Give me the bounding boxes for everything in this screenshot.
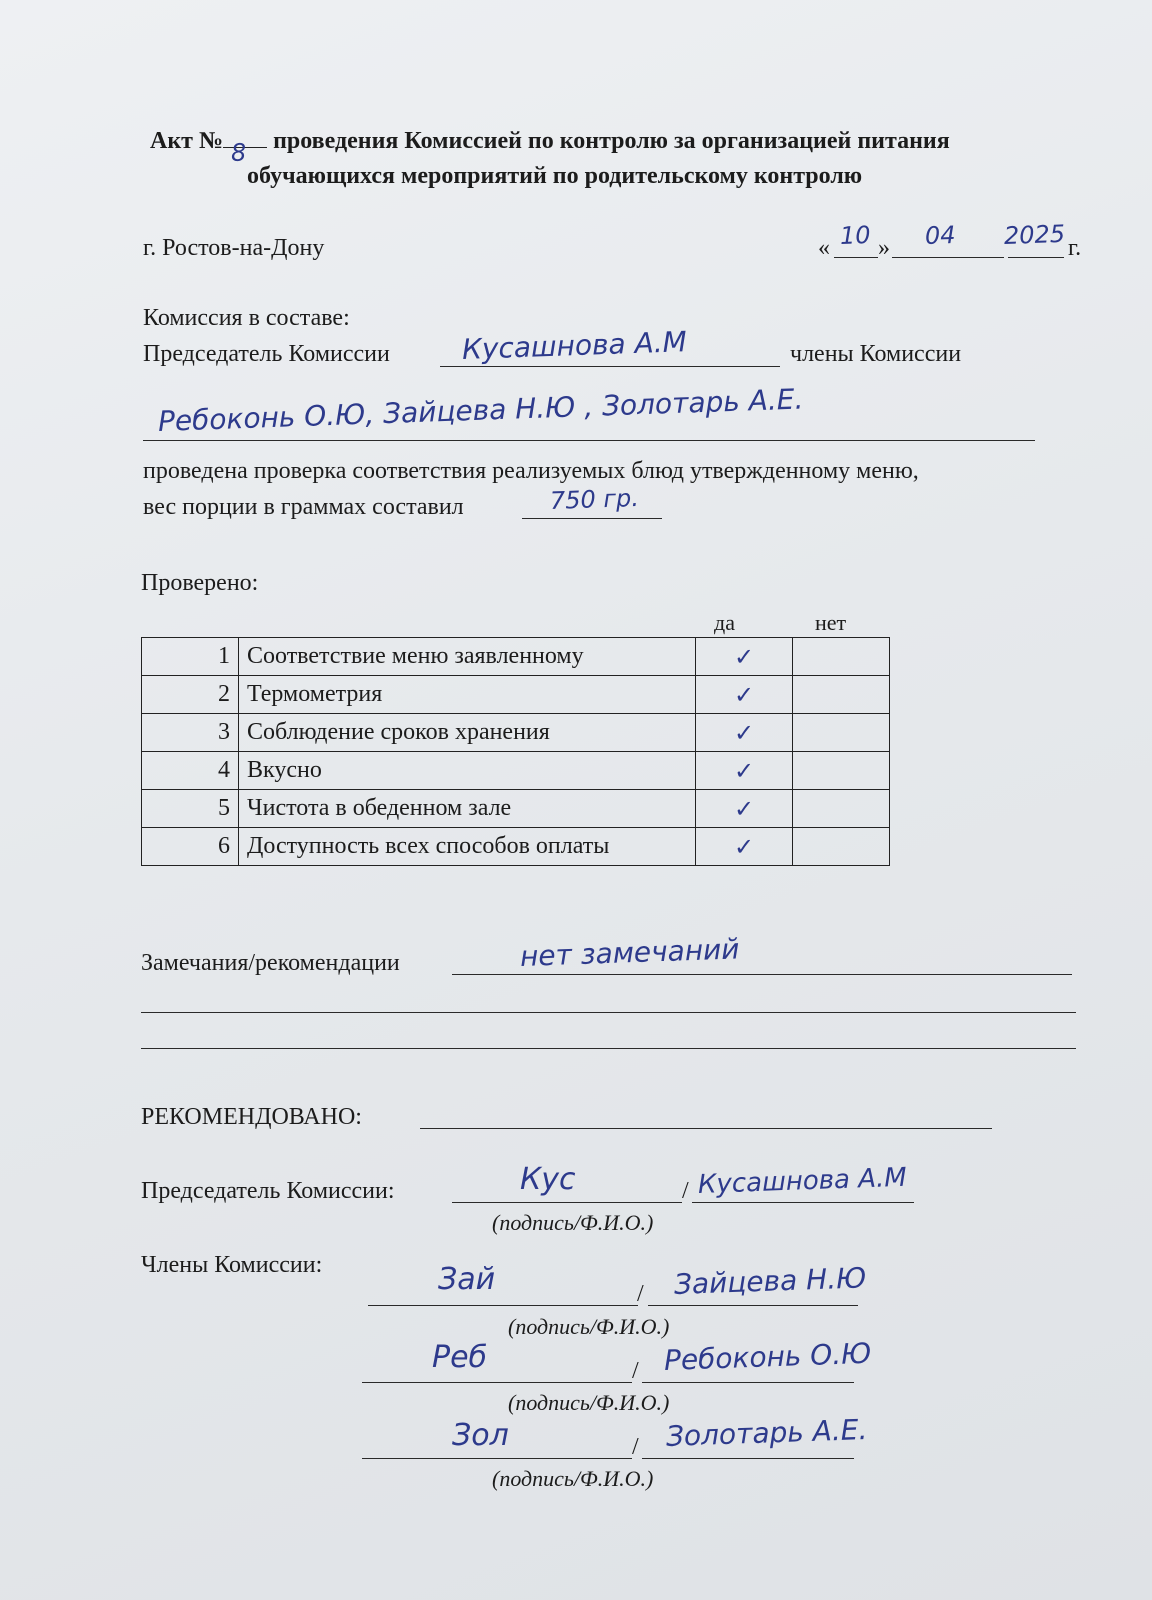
signature-members-label: Члены Комиссии: [141,1252,323,1278]
table-row [142,790,890,828]
remarks-line-1 [452,974,1072,975]
member-1-name: Зайцева Н.Ю [673,1261,867,1301]
title-line-2: обучающихся мероприятий по родительскому контролю [247,163,863,189]
row-label: Вкусно [239,752,696,790]
member-1-name-line [648,1305,858,1306]
member-1-signature-line [368,1305,638,1306]
row-label: Соблюдение сроков хранения [239,714,696,752]
date-close-quote: » [878,235,890,261]
members-line [143,440,1035,441]
check-mark-icon: ✓ [696,714,793,752]
signature-slash: / [632,1434,639,1460]
table-row [142,714,890,752]
member-3-name-line [642,1458,854,1459]
title-text: проведения Комиссией по контролю за организацией питания [273,128,950,154]
no-cell [793,676,890,714]
row-number: 6 [142,828,239,866]
member-2-name-line [642,1382,854,1383]
member-3-signature-line [362,1458,632,1459]
members-names-handwritten: Ребоконь О.Ю, Зайцева Н.Ю , Золотарь А.Е. [157,382,804,438]
signature-caption: (подпись/Ф.И.О.) [492,1466,654,1491]
remarks-line-2 [141,1012,1076,1013]
signature-caption: (подпись/Ф.И.О.) [508,1314,670,1339]
row-label: Чистота в обеденном зале [239,790,696,828]
row-label: Доступность всех способов оплаты [239,828,696,866]
signature-slash: / [632,1358,639,1384]
check-mark-icon: ✓ [696,828,793,866]
column-no-header: нет [815,610,847,635]
row-label: Термометрия [239,676,696,714]
date-suffix: г. [1068,235,1082,261]
member-2-signature-line [362,1382,632,1383]
location: г. Ростов-на-Дону [143,235,325,261]
date-year-line [1008,257,1064,258]
row-number: 1 [142,638,239,676]
members-label: члены Комиссии [790,341,962,367]
check-mark-icon: ✓ [696,790,793,828]
chair-signature: Кус [520,1162,576,1197]
column-yes-header: да [714,610,735,635]
title-line-1 [150,128,950,167]
table-row [142,828,890,866]
no-cell [793,714,890,752]
no-cell [793,752,890,790]
remarks-label: Замечания/рекомендации [141,950,400,976]
portion-weight: 750 гр. [549,483,640,515]
remarks-line-3 [141,1048,1076,1049]
recommended-line [420,1128,992,1129]
signature-caption: (подпись/Ф.И.О.) [508,1390,670,1415]
date-day-line [834,257,878,258]
member-1-signature: Зай [438,1262,496,1297]
member-3-signature: Зол [452,1418,509,1453]
no-cell [793,638,890,676]
row-number: 2 [142,676,239,714]
chair-name-handwritten: Кусашнова А.М [461,325,688,366]
portion-weight-line [522,518,662,519]
chair-signature-line [452,1202,682,1203]
signature-chair-label: Председатель Комиссии: [141,1178,395,1204]
chair-name-sign-handwritten: Кусашнова А.М [697,1162,908,1200]
no-cell [793,790,890,828]
check-mark-icon: ✓ [696,752,793,790]
recommended-label: РЕКОМЕНДОВАНО: [141,1104,362,1130]
check-mark-icon: ✓ [696,676,793,714]
date-month-line [892,257,1004,258]
check-text-line-2: вес порции в граммах составил [143,494,464,520]
check-mark-icon: ✓ [696,638,793,676]
table-row [142,752,890,790]
row-number: 5 [142,790,239,828]
signature-caption: (подпись/Ф.И.О.) [492,1210,654,1235]
act-number-field [223,138,267,167]
date-day: 10 [839,220,872,250]
table-row [142,676,890,714]
row-number: 4 [142,752,239,790]
chair-name-sign-line [692,1202,914,1203]
check-table [141,637,890,866]
member-2-signature: Реб [432,1340,488,1375]
checked-label: Проверено: [141,570,259,596]
row-label: Соответствие меню заявленному [239,638,696,676]
no-cell [793,828,890,866]
member-2-name: Ребоконь О.Ю [663,1336,872,1377]
remarks-handwritten: нет замечаний [519,932,740,973]
title-prefix: Акт № [150,128,224,154]
date-year: 2025 [1003,219,1066,250]
member-3-name: Золотарь А.Е. [665,1412,868,1453]
chair-name-line [440,366,780,367]
act-number: 8 [230,138,247,167]
table-row [142,638,890,676]
date-open-quote: « [818,235,830,261]
check-text-line-1: проведена проверка соответствия реализуемых блюд утвержденному меню, [143,458,919,484]
chair-label: Председатель Комиссии [143,341,390,367]
signature-slash: / [637,1281,644,1307]
row-number: 3 [142,714,239,752]
signature-slash: / [682,1178,689,1204]
commission-label: Комиссия в составе: [143,305,350,331]
date-month: 04 [924,220,957,250]
